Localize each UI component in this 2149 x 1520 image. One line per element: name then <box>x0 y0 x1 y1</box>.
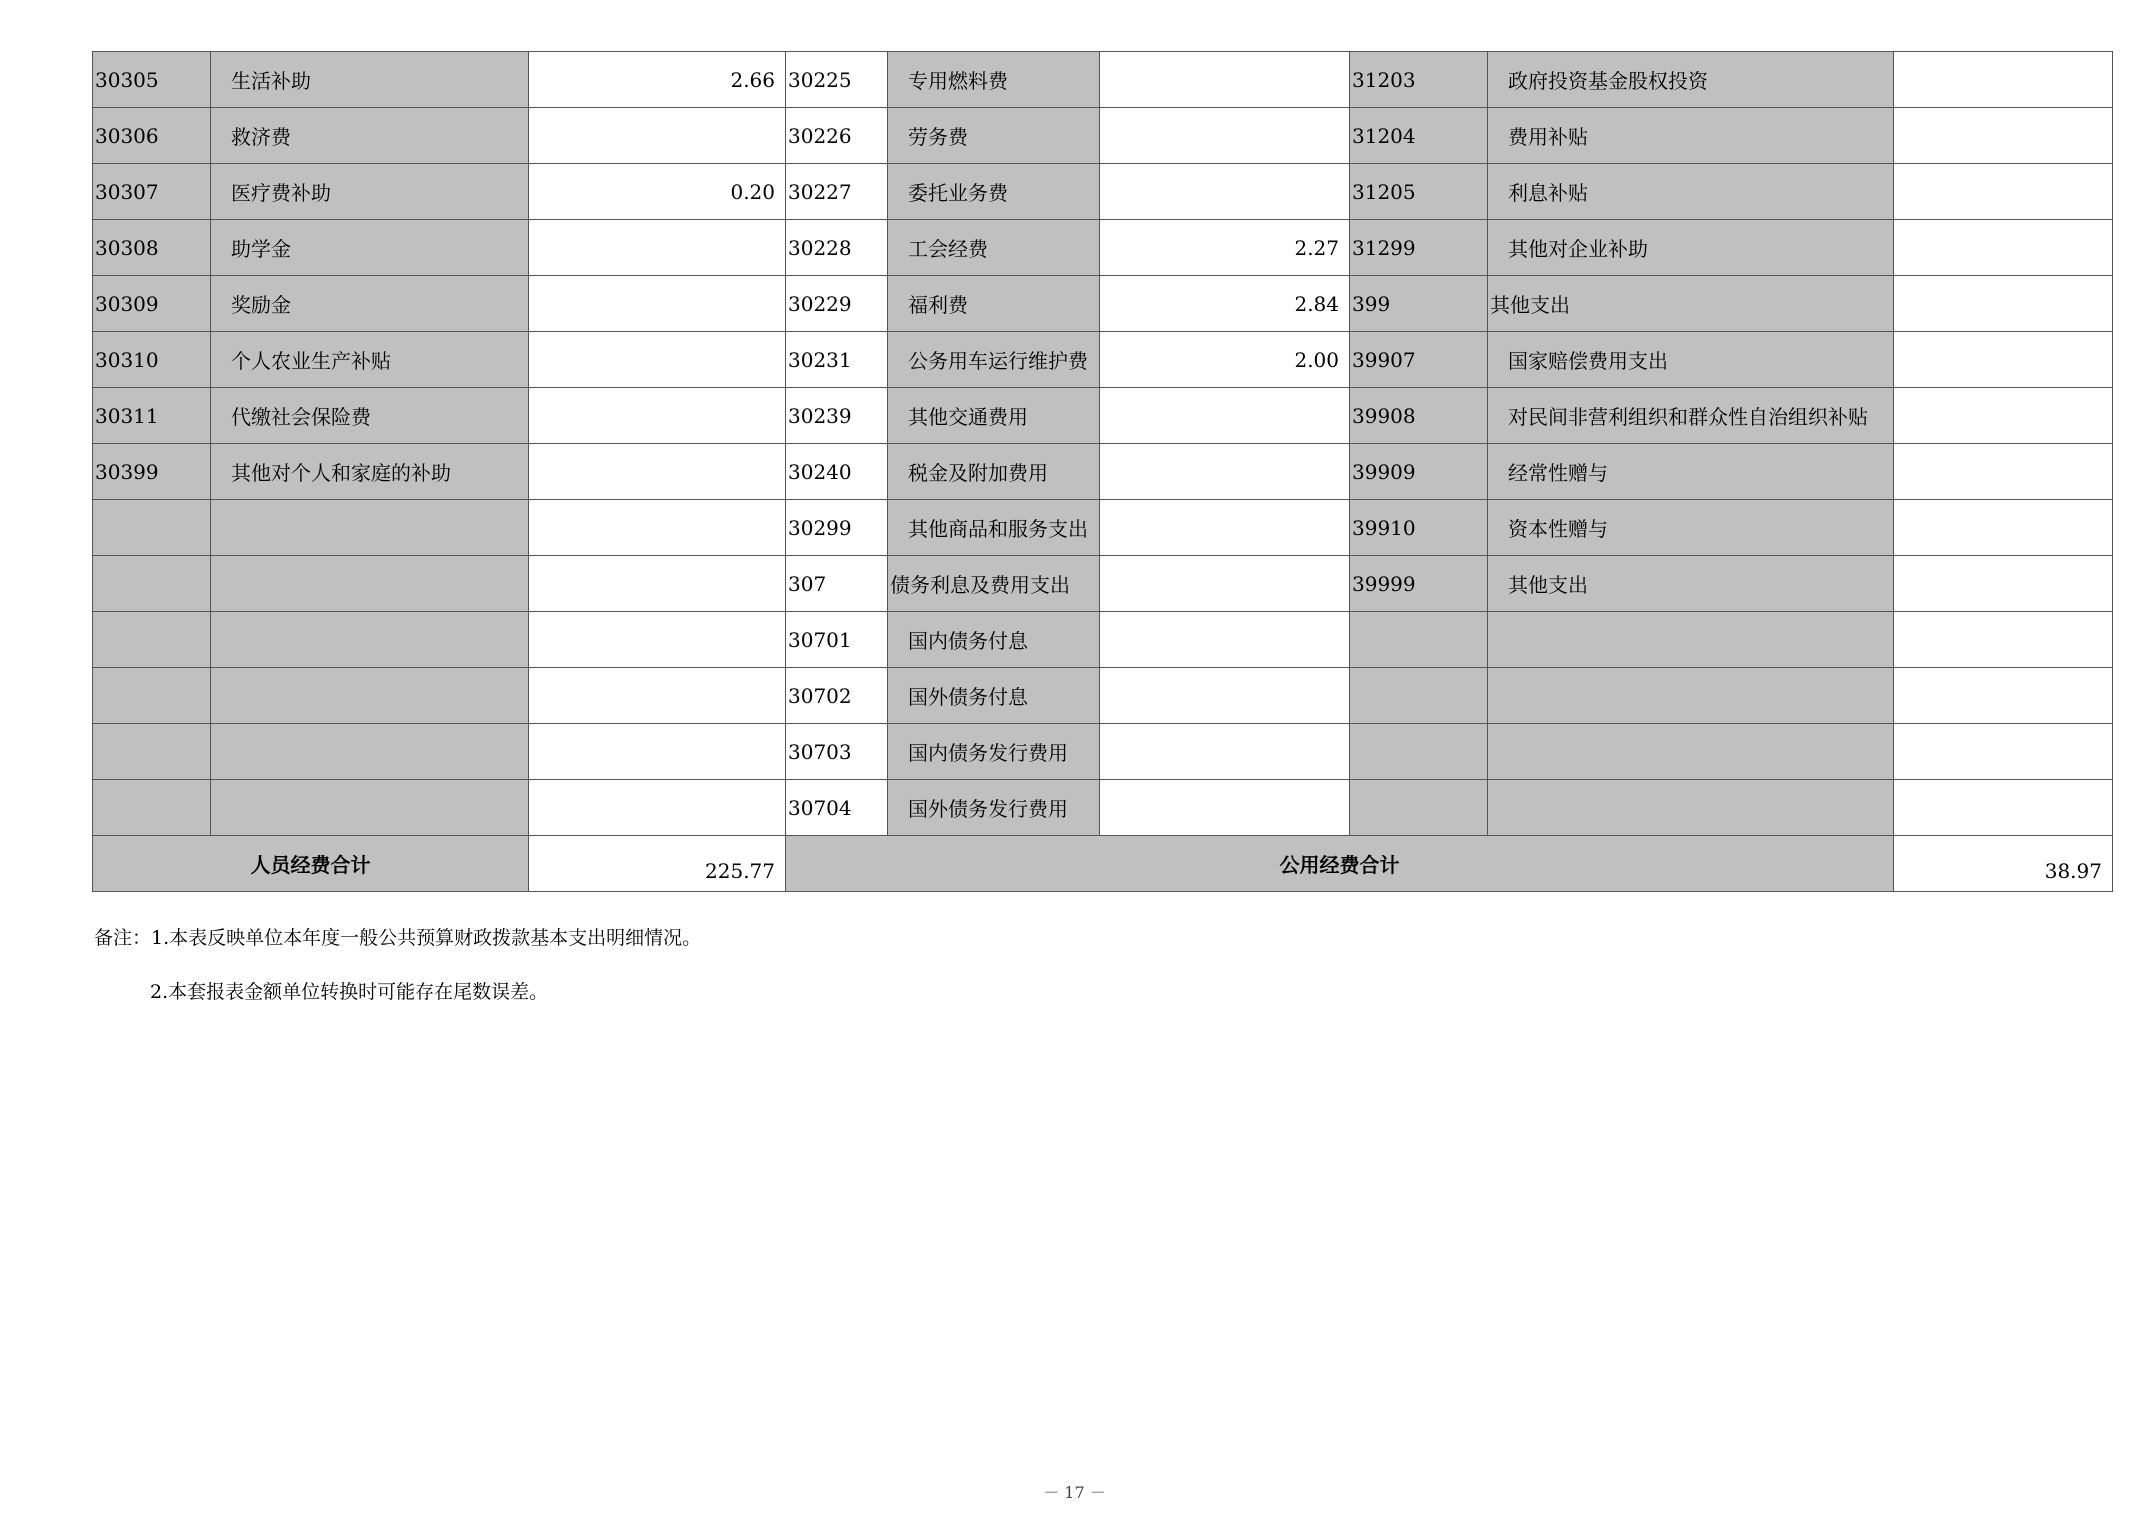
item-name-cell <box>1488 780 1894 836</box>
amount-cell <box>1100 668 1350 724</box>
code-cell <box>93 668 211 724</box>
amount-cell: 2.84 <box>1100 276 1350 332</box>
code-cell: 30702 <box>786 668 888 724</box>
amount-cell <box>1894 388 2113 444</box>
amount-cell <box>529 444 786 500</box>
amount-cell <box>529 668 786 724</box>
item-name-cell: 其他交通费用 <box>888 388 1100 444</box>
amount-cell <box>529 556 786 612</box>
amount-cell <box>529 332 786 388</box>
amount-cell <box>1894 612 2113 668</box>
item-name-cell: 其他支出 <box>1488 276 1894 332</box>
item-name-cell: 其他对企业补助 <box>1488 220 1894 276</box>
code-cell: 30228 <box>786 220 888 276</box>
amount-cell <box>1894 556 2113 612</box>
amount-cell <box>1894 780 2113 836</box>
code-cell: 30305 <box>93 52 211 108</box>
code-cell: 30310 <box>93 332 211 388</box>
code-cell: 39908 <box>1350 388 1488 444</box>
code-cell: 31205 <box>1350 164 1488 220</box>
code-cell: 39907 <box>1350 332 1488 388</box>
amount-cell <box>529 500 786 556</box>
amount-cell <box>1894 220 2113 276</box>
budget-detail-table <box>92 51 2113 892</box>
item-name-cell <box>211 668 529 724</box>
code-cell: 30231 <box>786 332 888 388</box>
item-name-cell <box>1488 612 1894 668</box>
amount-cell <box>1100 500 1350 556</box>
public-total-value: 38.97 <box>1894 836 2113 892</box>
item-name-cell: 委托业务费 <box>888 164 1100 220</box>
item-name-cell <box>1488 724 1894 780</box>
item-name-cell: 政府投资基金股权投资 <box>1488 52 1894 108</box>
code-cell <box>1350 612 1488 668</box>
table-row <box>93 220 2113 276</box>
amount-cell <box>1894 164 2113 220</box>
table-row <box>93 556 2113 612</box>
amount-cell: 0.20 <box>529 164 786 220</box>
item-name-cell: 费用补贴 <box>1488 108 1894 164</box>
amount-cell: 2.66 <box>529 52 786 108</box>
code-cell: 30227 <box>786 164 888 220</box>
code-cell <box>1350 724 1488 780</box>
item-name-cell: 生活补助 <box>211 52 529 108</box>
item-name-cell: 资本性赠与 <box>1488 500 1894 556</box>
notes <box>94 928 701 1036</box>
code-cell <box>93 500 211 556</box>
item-name-cell: 国内债务付息 <box>888 612 1100 668</box>
amount-cell <box>1100 780 1350 836</box>
totals-row <box>93 836 2113 892</box>
item-name-cell: 其他支出 <box>1488 556 1894 612</box>
table-row <box>93 108 2113 164</box>
table-row <box>93 332 2113 388</box>
code-cell: 30229 <box>786 276 888 332</box>
code-cell: 31204 <box>1350 108 1488 164</box>
item-name-cell: 助学金 <box>211 220 529 276</box>
amount-cell <box>1894 724 2113 780</box>
code-cell: 399 <box>1350 276 1488 332</box>
code-cell: 30239 <box>786 388 888 444</box>
item-name-cell: 国家赔偿费用支出 <box>1488 332 1894 388</box>
item-name-cell: 对民间非营利组织和群众性自治组织补贴 <box>1488 388 1894 444</box>
code-cell: 31299 <box>1350 220 1488 276</box>
code-cell: 39910 <box>1350 500 1488 556</box>
amount-cell <box>1100 612 1350 668</box>
table-row <box>93 444 2113 500</box>
item-name-cell <box>211 556 529 612</box>
amount-cell: 2.27 <box>1100 220 1350 276</box>
table-row <box>93 276 2113 332</box>
table-row <box>93 780 2113 836</box>
item-name-cell <box>211 724 529 780</box>
code-cell: 30399 <box>93 444 211 500</box>
amount-cell <box>1100 388 1350 444</box>
code-cell: 30240 <box>786 444 888 500</box>
code-cell: 30704 <box>786 780 888 836</box>
amount-cell <box>529 780 786 836</box>
item-name-cell: 利息补贴 <box>1488 164 1894 220</box>
item-name-cell: 代缴社会保险费 <box>211 388 529 444</box>
item-name-cell: 医疗费补助 <box>211 164 529 220</box>
personnel-total-label: 人员经费合计 <box>93 836 529 892</box>
item-name-cell <box>211 500 529 556</box>
code-cell <box>93 556 211 612</box>
amount-cell <box>1100 724 1350 780</box>
note-line-1: 备注：1.本表反映单位本年度一般公共预算财政拨款基本支出明细情况。 <box>94 927 702 949</box>
item-name-cell: 奖励金 <box>211 276 529 332</box>
table-row <box>93 668 2113 724</box>
page-number: － 17 － <box>1043 1483 1106 1502</box>
item-name-cell: 福利费 <box>888 276 1100 332</box>
item-name-cell: 专用燃料费 <box>888 52 1100 108</box>
code-cell: 30701 <box>786 612 888 668</box>
code-cell <box>93 780 211 836</box>
item-name-cell <box>211 780 529 836</box>
amount-cell <box>1100 108 1350 164</box>
amount-cell <box>1894 444 2113 500</box>
amount-cell <box>529 724 786 780</box>
table-row <box>93 724 2113 780</box>
amount-cell <box>529 220 786 276</box>
item-name-cell: 公务用车运行维护费 <box>888 332 1100 388</box>
item-name-cell: 其他商品和服务支出 <box>888 500 1100 556</box>
amount-cell <box>529 276 786 332</box>
code-cell: 307 <box>786 556 888 612</box>
code-cell <box>93 724 211 780</box>
code-cell: 30311 <box>93 388 211 444</box>
amount-cell <box>1894 668 2113 724</box>
code-cell: 30299 <box>786 500 888 556</box>
item-name-cell: 救济费 <box>211 108 529 164</box>
item-name-cell: 劳务费 <box>888 108 1100 164</box>
item-name-cell: 国内债务发行费用 <box>888 724 1100 780</box>
amount-cell <box>1100 444 1350 500</box>
code-cell <box>93 612 211 668</box>
code-cell: 39999 <box>1350 556 1488 612</box>
code-cell: 30307 <box>93 164 211 220</box>
code-cell: 30703 <box>786 724 888 780</box>
item-name-cell: 税金及附加费用 <box>888 444 1100 500</box>
item-name-cell: 国外债务发行费用 <box>888 780 1100 836</box>
code-cell <box>1350 668 1488 724</box>
table-row <box>93 164 2113 220</box>
code-cell: 30309 <box>93 276 211 332</box>
code-cell <box>1350 780 1488 836</box>
item-name-cell: 个人农业生产补贴 <box>211 332 529 388</box>
item-name-cell: 其他对个人和家庭的补助 <box>211 444 529 500</box>
amount-cell <box>529 612 786 668</box>
table-row <box>93 52 2113 108</box>
amount-cell <box>529 388 786 444</box>
code-cell: 30225 <box>786 52 888 108</box>
code-cell: 39909 <box>1350 444 1488 500</box>
item-name-cell: 经常性赠与 <box>1488 444 1894 500</box>
table-row <box>93 500 2113 556</box>
amount-cell: 2.00 <box>1100 332 1350 388</box>
amount-cell <box>529 108 786 164</box>
code-cell: 30226 <box>786 108 888 164</box>
item-name-cell <box>1488 668 1894 724</box>
public-total-label: 公用经费合计 <box>786 836 1894 892</box>
code-cell: 30306 <box>93 108 211 164</box>
item-name-cell <box>211 612 529 668</box>
table-row <box>93 388 2113 444</box>
table-row <box>93 612 2113 668</box>
personnel-total-value: 225.77 <box>529 836 786 892</box>
amount-cell <box>1894 500 2113 556</box>
amount-cell <box>1894 108 2113 164</box>
note-line-2: 2.本套报表金额单位转换时可能存在尾数误差。 <box>150 981 549 1003</box>
amount-cell <box>1100 52 1350 108</box>
amount-cell <box>1894 52 2113 108</box>
code-cell: 31203 <box>1350 52 1488 108</box>
amount-cell <box>1100 164 1350 220</box>
amount-cell <box>1100 556 1350 612</box>
code-cell: 30308 <box>93 220 211 276</box>
amount-cell <box>1894 332 2113 388</box>
item-name-cell: 工会经费 <box>888 220 1100 276</box>
item-name-cell: 国外债务付息 <box>888 668 1100 724</box>
amount-cell <box>1894 276 2113 332</box>
item-name-cell: 债务利息及费用支出 <box>888 556 1100 612</box>
